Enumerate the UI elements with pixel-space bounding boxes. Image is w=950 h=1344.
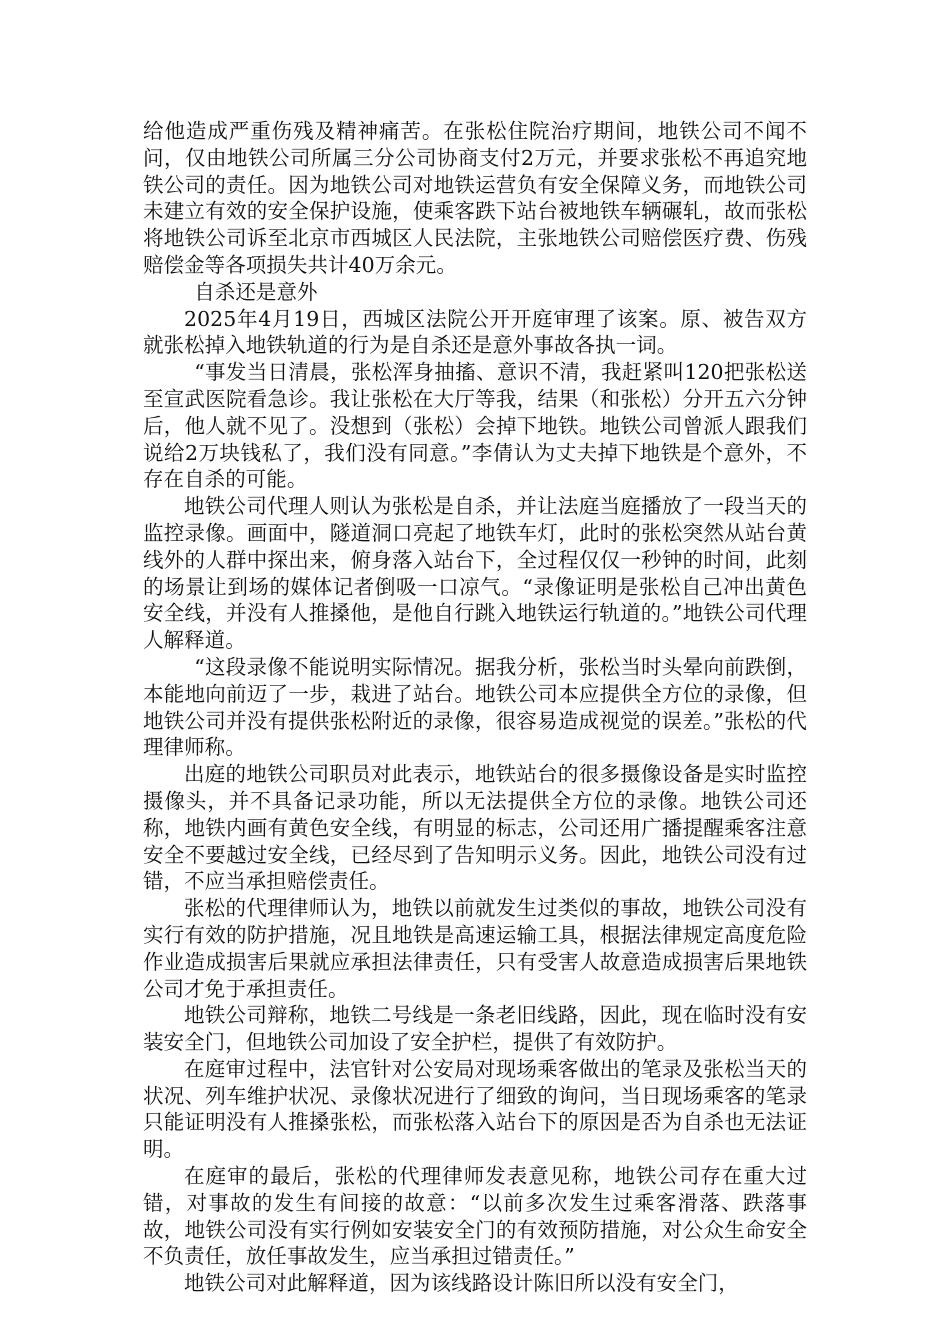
paragraph-staff-testimony: 出庭的地铁公司职员对此表示，地铁站台的很多摄像设备是实时监控摄像头，并不具备记录功能，所以无法提供全方位的录像。地铁公司还称，地铁内画有黄色安全线，有明显的标志，公司还用广播提醒乘客注意安全不要越过安全线，已经尽到了告知明示义务。因此，地铁公司没有过错，不应当承担赔偿责任。 [143, 762, 807, 894]
paragraph-lawyer-argument: 张松的代理律师认为，地铁以前就发生过类似的事故，地铁公司没有实行有效的防护措施，况且地铁是高速运输工具，根据法律规定高度危险作业造成损害后果就应承担法律责任，只有受害人故意造成损害后果地铁公司才免于承担责任。 [143, 896, 807, 1001]
section-heading: 自杀还是意外 [194, 279, 318, 304]
paragraph-wife-statement: “事发当日清晨，张松浑身抽搐、意识不清，我赶紧叫120把张松送至宣武医院看急诊。我让张松在大厅等我，结果（和张松）分开五六分钟后，他人就不见了。没想到（张松）会掉下地铁。地铁公司曾派人跟我们说给2万块钱私了，我们没有同意。”李倩认为丈夫掉下地铁是个意外，不存在自杀的可能。 [143, 360, 807, 492]
paragraph-company-defense: 地铁公司辩称，地铁二号线是一条老旧线路，因此，现在临时没有安装安全门，但地铁公司加设了安全护栏，提供了有效防护。 [143, 1003, 807, 1055]
paragraph-company-explanation: 地铁公司对此解释道，因为该线路设计陈旧所以没有安全门， [184, 1271, 739, 1296]
paragraph-trial-opening: 2025年4月19日，西城区法院公开开庭审理了该案。原、被告双方就张松掉入地铁轨道的行为是自杀还是意外事故各执一词。 [143, 306, 807, 358]
paragraph-judge-inquiry: 在庭审过程中，法官针对公安局对现场乘客做出的笔录及张松当天的状况、列车维护状况、录像状况进行了细致的询问，当日现场乘客的笔录只能证明没有人推搡张松，而张松落入站台下的原因是否为自杀也无法证明。 [143, 1056, 807, 1162]
paragraph-surveillance-video: 地铁公司代理人则认为张松是自杀，并让法庭当庭播放了一段当天的监控录像。画面中，隧道洞口亮起了地铁车灯，此时的张松突然从站台黄线外的人群中探出来，俯身落入站台下，全过程仅仅一秒钟的时间，此刻的场景让到场的媒体记者倒吸一口凉气。“录像证明是张松自己冲出黄色安全线，并没有人推搡他，是他自行跳入地铁运行轨道的。”地铁公司代理人解释道。 [143, 494, 807, 653]
document-page [143, 118, 807, 1297]
paragraph-lawyer-rebuttal: “这段录像不能说明实际情况。据我分析，张松当时头晕向前跌倒，本能地向前迈了一步，栽进了站台。地铁公司本应提供全方位的录像，但地铁公司并没有提供张松附近的录像，很容易造成视觉的误差。”张松的代理律师称。 [143, 654, 807, 760]
paragraph-closing-opinion: 在庭审的最后，张松的代理律师发表意见称，地铁公司存在重大过错，对事故的发生有间接的故意：“以前多次发生过乘客滑落、跌落事故，地铁公司没有实行例如安装安全门的有效预防措施，对公众生命安全不负责任，放任事故发生，应当承担过错责任。” [143, 1164, 807, 1269]
paragraph-injury-claim: 给他造成严重伤残及精神痛苦。在张松住院治疗期间，地铁公司不闻不问，仅由地铁公司所属三分公司协商支付2万元，并要求张松不再追究地铁公司的责任。因为地铁公司对地铁运营负有安全保障义务，而地铁公司未建立有效的安全保护设施，使乘客跌下站台被地铁车辆碾轧，故而张松将地铁公司诉至北京市西城区人民法院，主张地铁公司赔偿医疗费、伤残赔偿金等各项损失共计40万余元。 [143, 119, 807, 277]
